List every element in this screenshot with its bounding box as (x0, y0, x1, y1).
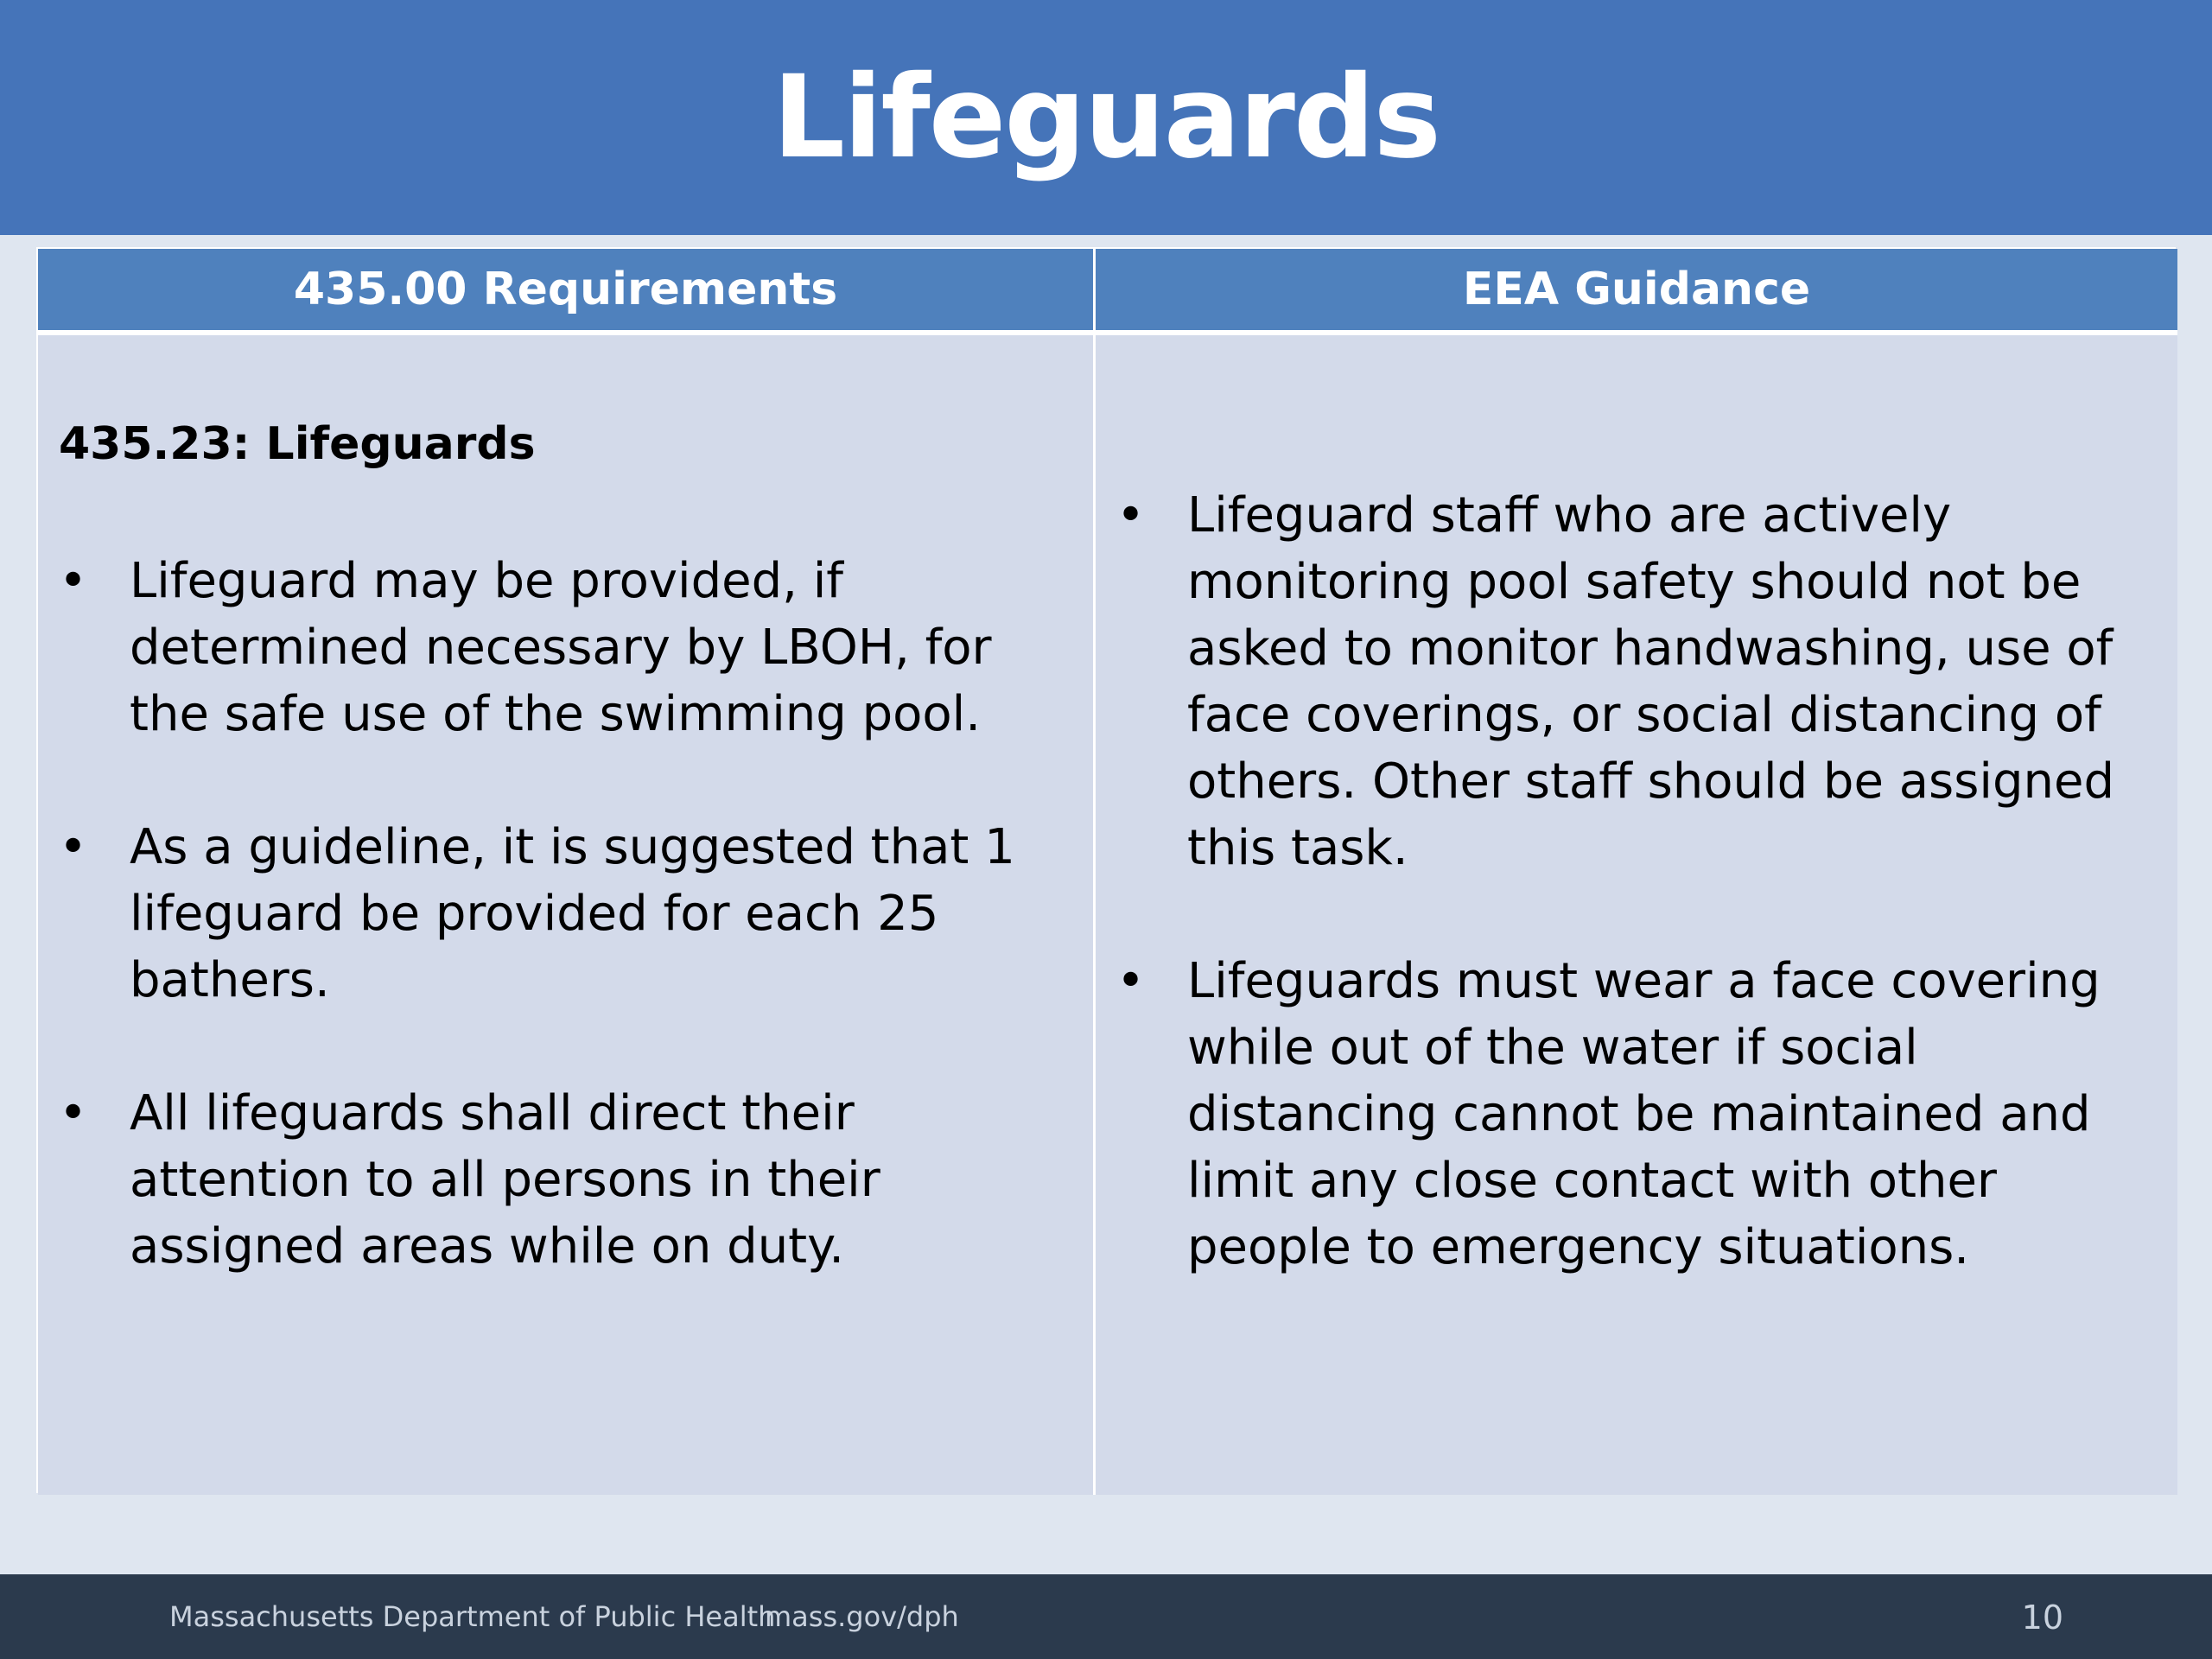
bullet-icon: • (59, 553, 88, 609)
requirements-cell (38, 335, 1096, 1495)
page-number: 10 (2021, 1599, 2063, 1637)
comparison-table (36, 247, 2176, 1493)
list-item (1116, 482, 2162, 881)
section-heading: 435.23: Lifeguards (59, 418, 536, 470)
guidance-cell (1096, 335, 2177, 1495)
requirements-list (59, 548, 1078, 1346)
header-guidance: EEA Guidance (1096, 249, 2177, 335)
list-item-text: Lifeguards must wear a face covering while out of the water if social distancing cannot be maintained and limit any close contact with other people to emergency situations. (1187, 953, 2101, 1275)
list-item-text: Lifeguard may be provided, if determined necessary by LBOH, for the safe use of the swimming pool. (130, 553, 992, 742)
footer-url: mass.gov/dph (765, 1600, 959, 1633)
footer-organization: Massachusetts Department of Public Health (169, 1600, 776, 1633)
bullet-icon: • (59, 1085, 88, 1141)
header-requirements: 435.00 Requirements (38, 249, 1096, 335)
footer (0, 1574, 2212, 1659)
list-item (59, 814, 1078, 1014)
guidance-list (1116, 482, 2162, 1347)
list-item-text: As a guideline, it is suggested that 1 lifeguard be provided for each 25 bathers. (130, 819, 1015, 1008)
bullet-icon: • (1116, 487, 1146, 543)
list-item (59, 1080, 1078, 1280)
list-item (1116, 948, 2162, 1281)
list-item (59, 548, 1078, 747)
bullet-icon: • (59, 819, 88, 875)
slide-title: Lifeguards (772, 51, 1440, 184)
title-bar (0, 0, 2212, 235)
list-item-text: All lifeguards shall direct their attention to all persons in their assigned areas while on duty. (130, 1085, 880, 1274)
list-item-text: Lifeguard staff who are actively monitoring pool safety should not be asked to monitor handwashing, use of face coverings, or social distancing of others. Other staff should be assigned this task. (1187, 487, 2114, 876)
bullet-icon: • (1116, 953, 1146, 1009)
